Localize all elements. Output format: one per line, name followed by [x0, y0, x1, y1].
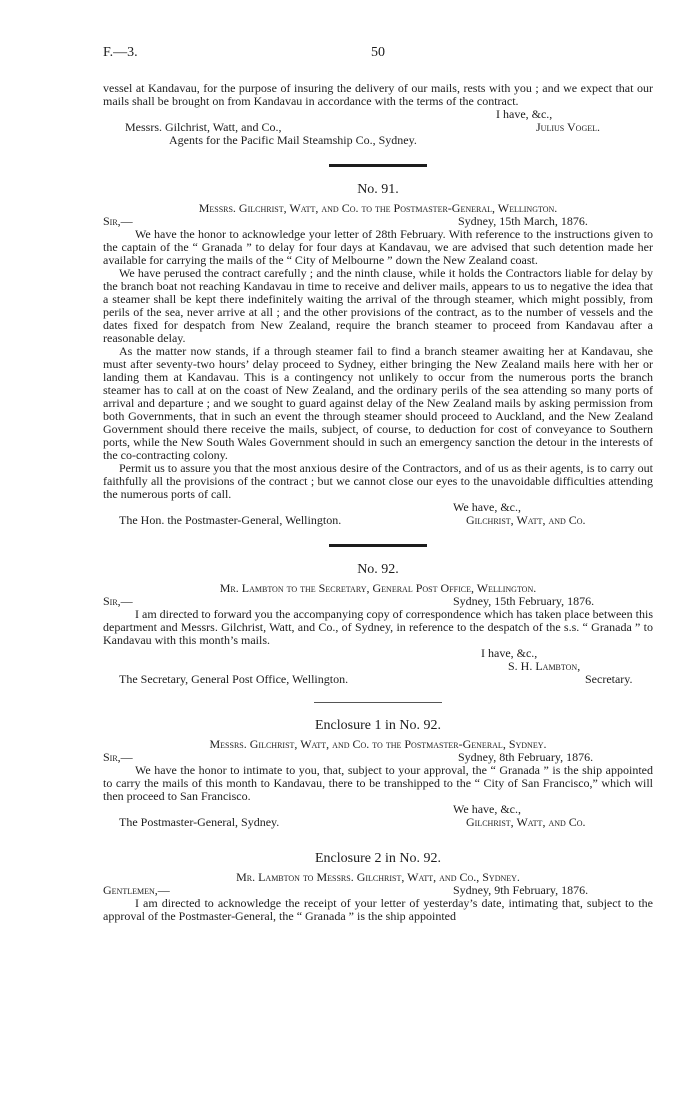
salutation: Sir,—	[103, 594, 133, 608]
letter-date: Sydney, 9th February, 1876.	[453, 883, 589, 897]
letter-92	[103, 562, 653, 686]
closing: I have, &c.,	[496, 107, 553, 121]
salutation: Gentlemen,—	[103, 883, 170, 897]
paragraph: We have the honor to intimate to you, that, subject to your approval, the “ Granada ” is the ship appointed to carry the mails of this month to Kandavau, there to be transhipped to the “ City of San Francisco,” which will then proceed to San Francisco.	[103, 763, 653, 803]
signatory-title: Secretary.	[585, 672, 633, 686]
page-header	[103, 46, 653, 66]
addressee-line-2: Agents for the Pacific Mail Steamship Co., Sydney.	[169, 133, 417, 147]
addressee-row-2	[103, 134, 653, 147]
enclosure-heading: Enclosure 2 in No. 92.	[315, 851, 441, 866]
enclosure-subheading: Messrs. Gilchrist, Watt, and Co. to the Postmaster-General, Sydney.	[209, 737, 547, 751]
letter-heading: No. 92.	[357, 562, 399, 577]
paragraph: I am directed to acknowledge the receipt of your letter of yesterday’s date, intimating that, subject to the approval of the Postmaster-General, the “ Granada ” is the ship appointed	[103, 896, 653, 923]
enclosure-heading: Enclosure 1 in No. 92.	[315, 718, 441, 733]
closing: We have, &c.,	[453, 500, 522, 514]
addressee: The Postmaster-General, Sydney.	[119, 815, 280, 829]
enclosure-1	[103, 718, 653, 829]
letter-91	[103, 182, 653, 527]
salutation-row	[103, 215, 653, 228]
salutation-row	[103, 884, 653, 897]
letter-subheading: Mr. Lambton to the Secretary, General Post Office, Wellington.	[219, 581, 537, 595]
addressee: The Secretary, General Post Office, Wellington.	[119, 672, 349, 686]
salutation-row	[103, 595, 653, 608]
addressee: Messrs. Gilchrist, Watt, and Co.,	[125, 120, 282, 134]
enclosure-subheading: Mr. Lambton to Messrs. Gilchrist, Watt, and Co., Sydney.	[236, 870, 520, 884]
paragraph: I am directed to forward you the accompanying copy of correspondence which has taken place between this department and Messrs. Gilchrist, Watt, and Co., of Sydney, in reference to the despatch of the s.s. “ Granada ” to Kandavau with this month’s mails.	[103, 607, 653, 647]
salutation: Sir,—	[103, 750, 133, 764]
document-number: F.—3.	[103, 45, 138, 60]
page-number: 50	[371, 45, 385, 60]
letter-date: Sydney, 15th February, 1876.	[453, 594, 595, 608]
signature: Gilchrist, Watt, and Co.	[466, 815, 586, 829]
letter-heading: No. 91.	[357, 182, 399, 197]
salutation: Sir,—	[103, 214, 133, 228]
enclosure-2	[103, 851, 653, 923]
signature: Julius Vogel.	[536, 120, 601, 134]
letter-date: Sydney, 15th March, 1876.	[458, 214, 588, 228]
letter-date: Sydney, 8th February, 1876.	[458, 750, 594, 764]
paragraph: We have the honor to acknowledge your letter of 28th February. With reference to the instructions given to the captain of the “ Granada ” to delay for four days at Kandavau, we are advised that such detention made her available for carrying the mails of the “ City of Melbourne ” down the New Zealand coast.	[103, 227, 653, 267]
closing: We have, &c.,	[453, 802, 522, 816]
signature: S. H. Lambton,	[508, 659, 581, 673]
paragraph: We have perused the contract carefully ; and the ninth clause, while it holds the Contractors liable for delay by the branch boat not reaching Kandavau in time to receive and deliver mails, appears to us to negative the idea that a steamer shall be kept there indefinitely waiting the arrival of the through steamer, which might possibly, from perils of the sea, never arrive at all ; and the other provisions of the contract, as to the number of vessels and the dates fixed for despatch from New Zealand, require the branch steamer to proceed from Kandavau after a reasonable delay.	[103, 266, 653, 345]
salutation-row	[103, 751, 653, 764]
letter-subheading: Messrs. Gilchrist, Watt, and Co. to the Postmaster-General, Wellington.	[198, 201, 558, 215]
intro-paragraph: vessel at Kandavau, for the purpose of insuring the delivery of our mails, rests with you ; and we expect that our mails shall be brought on from Kandavau in accordance with the terms of the contract.	[103, 81, 653, 108]
addressee-row	[103, 816, 653, 829]
closing: I have, &c.,	[481, 646, 538, 660]
section-divider	[329, 164, 427, 167]
section-divider	[314, 702, 442, 703]
page-body	[103, 82, 653, 923]
intro-letter-end	[103, 82, 653, 147]
signature: Gilchrist, Watt, and Co.	[466, 513, 586, 527]
section-divider	[329, 544, 427, 547]
paragraph: Permit us to assure you that the most anxious desire of the Contractors, and of us as their agents, is to carry out faithfully all the provisions of the contract ; but we cannot close our eyes to the unavoidable difficulties attending the numerous ports of call.	[103, 461, 653, 501]
addressee-row	[103, 514, 653, 527]
addressee: The Hon. the Postmaster-General, Wellington.	[119, 513, 342, 527]
addressee-row	[103, 673, 653, 686]
paragraph: As the matter now stands, if a through steamer fail to find a branch steamer awaiting her at Kandavau, she must after seventy-two hours’ delay proceed to Sydney, either bringing the New Zealand mails here with her or landing them at Kandavau. This is a contingency not unlikely to occur from the numerous ports the branch steamer has to call at on the coast of New Zealand, and the ordinary perils of the sea attending so many ports of arrival and departure ; and we sought to guard against delay of the New Zealand mails by asking permission from both Governments, that in such an event the through steamer should proceed to Auckland, and the New Zealand Government should there receive the mails, subject, of course, to deduction for cost of conveyance to Southern ports, while the New South Wales Government should in such an emergency sanction the detour in the interests of the co-contracting colony.	[103, 344, 653, 462]
